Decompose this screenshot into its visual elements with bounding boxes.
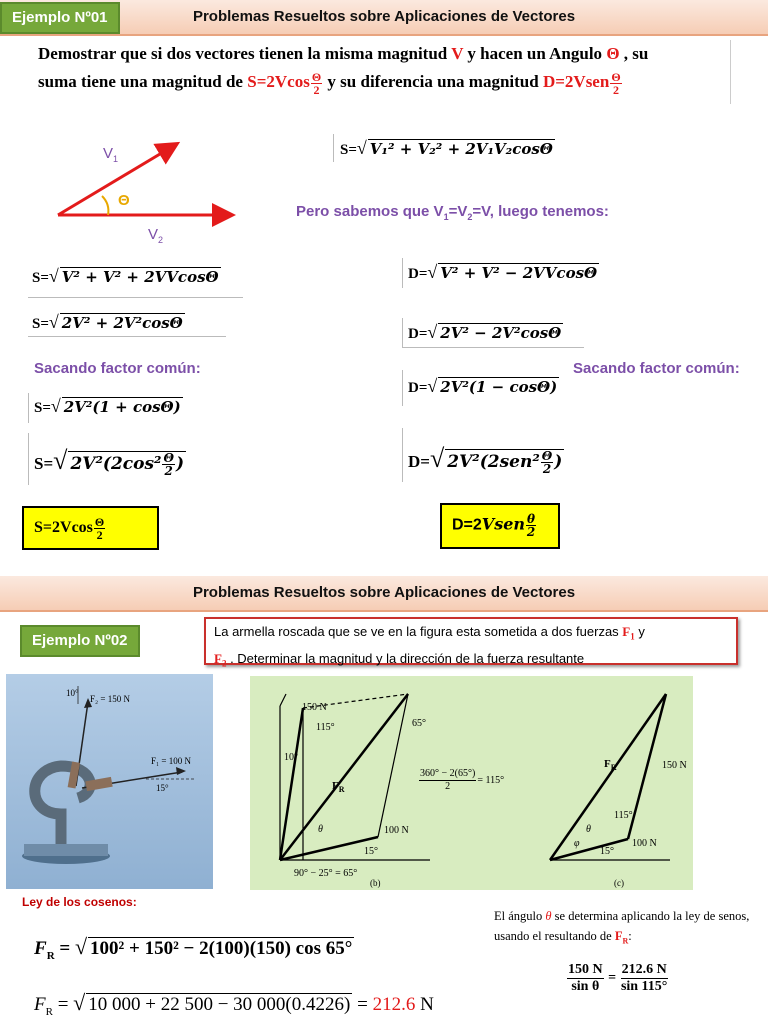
sum-formula-3: S=√ 2V²(1 + cosΘ) <box>34 396 181 416</box>
problem-statement-2: La armella roscada que se ve en la figura esta sometida a dos fuerzas $F_1$ y $F_2$ . Determinar la magnitud y la dirección de la fuerza resultante <box>204 617 738 665</box>
diff-formula-1: D=√ V² + V² − 2VVcosΘ <box>408 262 598 282</box>
factor-label-right: Sacando factor común: <box>573 360 740 377</box>
factor-label-left: Sacando factor común: <box>34 360 201 377</box>
v2-label: $V_2$ <box>148 226 164 245</box>
theta-label: Θ <box>118 192 130 209</box>
main-sum-formula: S=√ V₁² + V₂² + 2V₁V₂cosΘ <box>340 138 553 158</box>
problem-statement-1: Demostrar que si dos vectores tienen la misma magnitud V y hacen un Angulo Θ , su suma tiene una magnitud de S=2Vcos $\frac{\Theta}{2}$ y su diferencia una magnitud D=2Vsen $\frac{\Theta}{2}$ <box>30 40 731 104</box>
cosine-law-result: $F_R$ = √ 10 000 + 22 500 − 30 000(0.4226) = 212.6 N <box>34 990 434 1018</box>
sum-formula-4: S=√ 2V²(2cos² $\frac{\Theta}{2}$ ) <box>34 446 184 478</box>
sine-law-text: El ángulo θ se determina aplicando la ley de senos, usando el resultando de $F_R$: <box>494 909 750 946</box>
diff-formula-3: D=√ 2V²(1 − cosΘ) <box>408 376 558 396</box>
eyebolt-photo <box>6 674 213 889</box>
f2-label: F₂ = 150 N <box>90 694 130 704</box>
equal-magnitude-note: Pero sabemos que $V_1=V_2=V$, luego tenemos: <box>296 203 609 222</box>
section1-title: Problemas Resueltos sobre Aplicaciones de Vectores <box>192 8 576 25</box>
example-badge-1: Ejemplo Nº01 <box>0 2 120 34</box>
angle-calc-eq: $\frac{360^\circ - 2(65^\circ)}{2}$ = 115° <box>420 768 505 792</box>
sum-result-box: S=2Vcos $\frac{\Theta}{2}$ <box>22 506 159 550</box>
sine-law-equation: $\frac{150 N}{\text{sin θ}}$ = $\frac{212.6 N}{\sin 115^\circ}$ <box>568 962 668 994</box>
section2-title: Problemas Resueltos sobre Aplicaciones de Vectores <box>192 584 576 601</box>
vector-diagram <box>50 130 250 240</box>
example-badge-2: Ejemplo Nº02 <box>20 625 140 657</box>
v1-label: $V_1$ <box>103 145 119 164</box>
force-figures: 150 N 115° 10° 65° $F_R$ θ 100 N 15° $\frac{360^\circ - 2(65^\circ)}{2}$ = 115° 90° − 25° = 65° (b) $F_R$ 150 N 115° θ φ 15° 100 N (c) <box>250 676 693 890</box>
sum-formula-2: S=√ 2V² + 2V²cosΘ <box>32 312 183 332</box>
angle-15-label: 15° <box>156 783 169 793</box>
diff-result-box: D=2Vsen $\frac{\theta}{2}$ <box>440 503 560 549</box>
angle-arc <box>102 196 108 215</box>
fig-b-f2-vector <box>280 708 303 860</box>
f1-label: F₁ = 100 N <box>151 756 191 766</box>
fig-c-resultant <box>550 694 666 860</box>
sum-formula-1: S=√ V² + V² + 2VVcosΘ <box>32 266 219 286</box>
eyebolt-hook <box>35 766 90 844</box>
angle-10-label: 10° <box>66 688 79 698</box>
diff-formula-2: D=√ 2V² − 2V²cosΘ <box>408 322 562 342</box>
law-of-cosines-label: Ley de los cosenos: <box>22 895 137 909</box>
fig-c-f2-vector <box>628 694 666 839</box>
diff-formula-4: D=√ 2V²(2sen² $\frac{\Theta}{2}$ ) <box>408 444 563 476</box>
cosine-law-equation: $F_R$ = √ 100² + 150² − 2(100)(150) cos 65° <box>34 934 353 962</box>
